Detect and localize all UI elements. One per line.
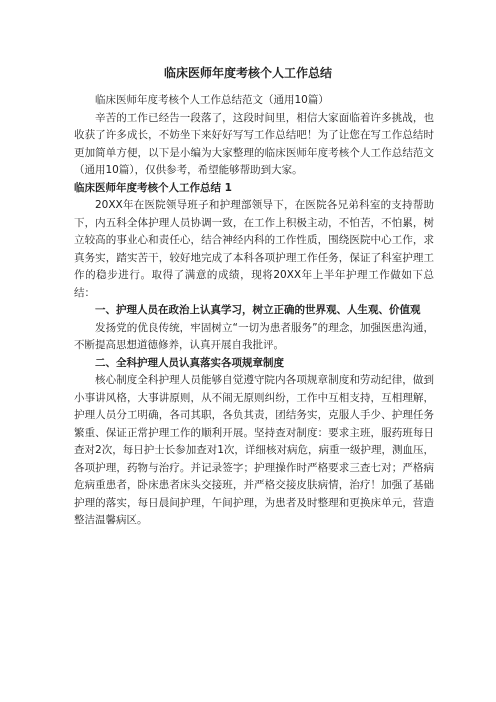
heading-2: 二、全科护理人员认真落实各项规章制度 <box>95 356 284 369</box>
document-title: 临床医师年度考核个人工作总结 <box>163 66 332 80</box>
section-heading: 临床医师年度考核个人工作总结 1 <box>74 181 232 194</box>
document-body <box>74 92 434 530</box>
intro-paragraph: 辛苦的工作已经告一段落了，这段时间里，相信大家面临着许多挑战，也收获了许多成长，不妨坐下来好好写写工作总结吧！为了让您在写工作总结时更加简单方便，以下是小编为大家整理的临床医师年度考核个人工作总结范文（通用10篇），仅供参考，希望能够帮助到大家。 <box>74 111 434 176</box>
document-subtitle: 临床医师年度考核个人工作总结范文（通用10篇） <box>95 94 329 106</box>
paragraph-3: 核心制度全科护理人员能够自觉遵守院内各项规章制度和劳动纪律，做到小事讲风格，大事讲原则，从不闹无原则纠纷，工作中互相支持，互相理解，护理人员分工明确，各司其职，各负其责，团结务实，克服人手少、护理任务繁重、保证正常护理工作的顺利开展。坚持查对制度：要求主班，服药班每日查对2次，每日护士长参加查对1次，详细核对病危，病重一级护理，测血压，各项护理，药物与治疗。并记录签字；护理操作时严格要求三查七对；严格病危病重患者，卧床患者床头交接班，并严格交接皮肤病情，治疗！加强了基础护理的落实，每日晨间护理，午间护理，为患者及时整理和更换床单元，营造整洁温馨病区。 <box>74 374 434 526</box>
paragraph-1: 20XX年在医院领导班子和护理部领导下，在医院各兄弟科室的支持帮助下，内五科全体护理人员协调一致，在工作上积极主动，不怕苦，不怕累，树立较高的事业心和责任心，结合神经内科的工作性质，围绕医院中心工作，求真务实，踏实苦干，较好地完成了本科各项护理工作任务，保证了科室护理工作的稳步进行。取得了满意的成绩，现将20XX年上半年护理工作做如下总结： <box>74 199 434 299</box>
paragraph-2: 发扬党的优良传统，牢固树立“一切为患者服务”的理念，加强医患沟通，不断提高思想道德修养，认真开展自我批评。 <box>74 321 434 351</box>
heading-1: 一、护理人员在政治上认真学习，树立正确的世界观、人生观、价值观 <box>95 304 421 316</box>
